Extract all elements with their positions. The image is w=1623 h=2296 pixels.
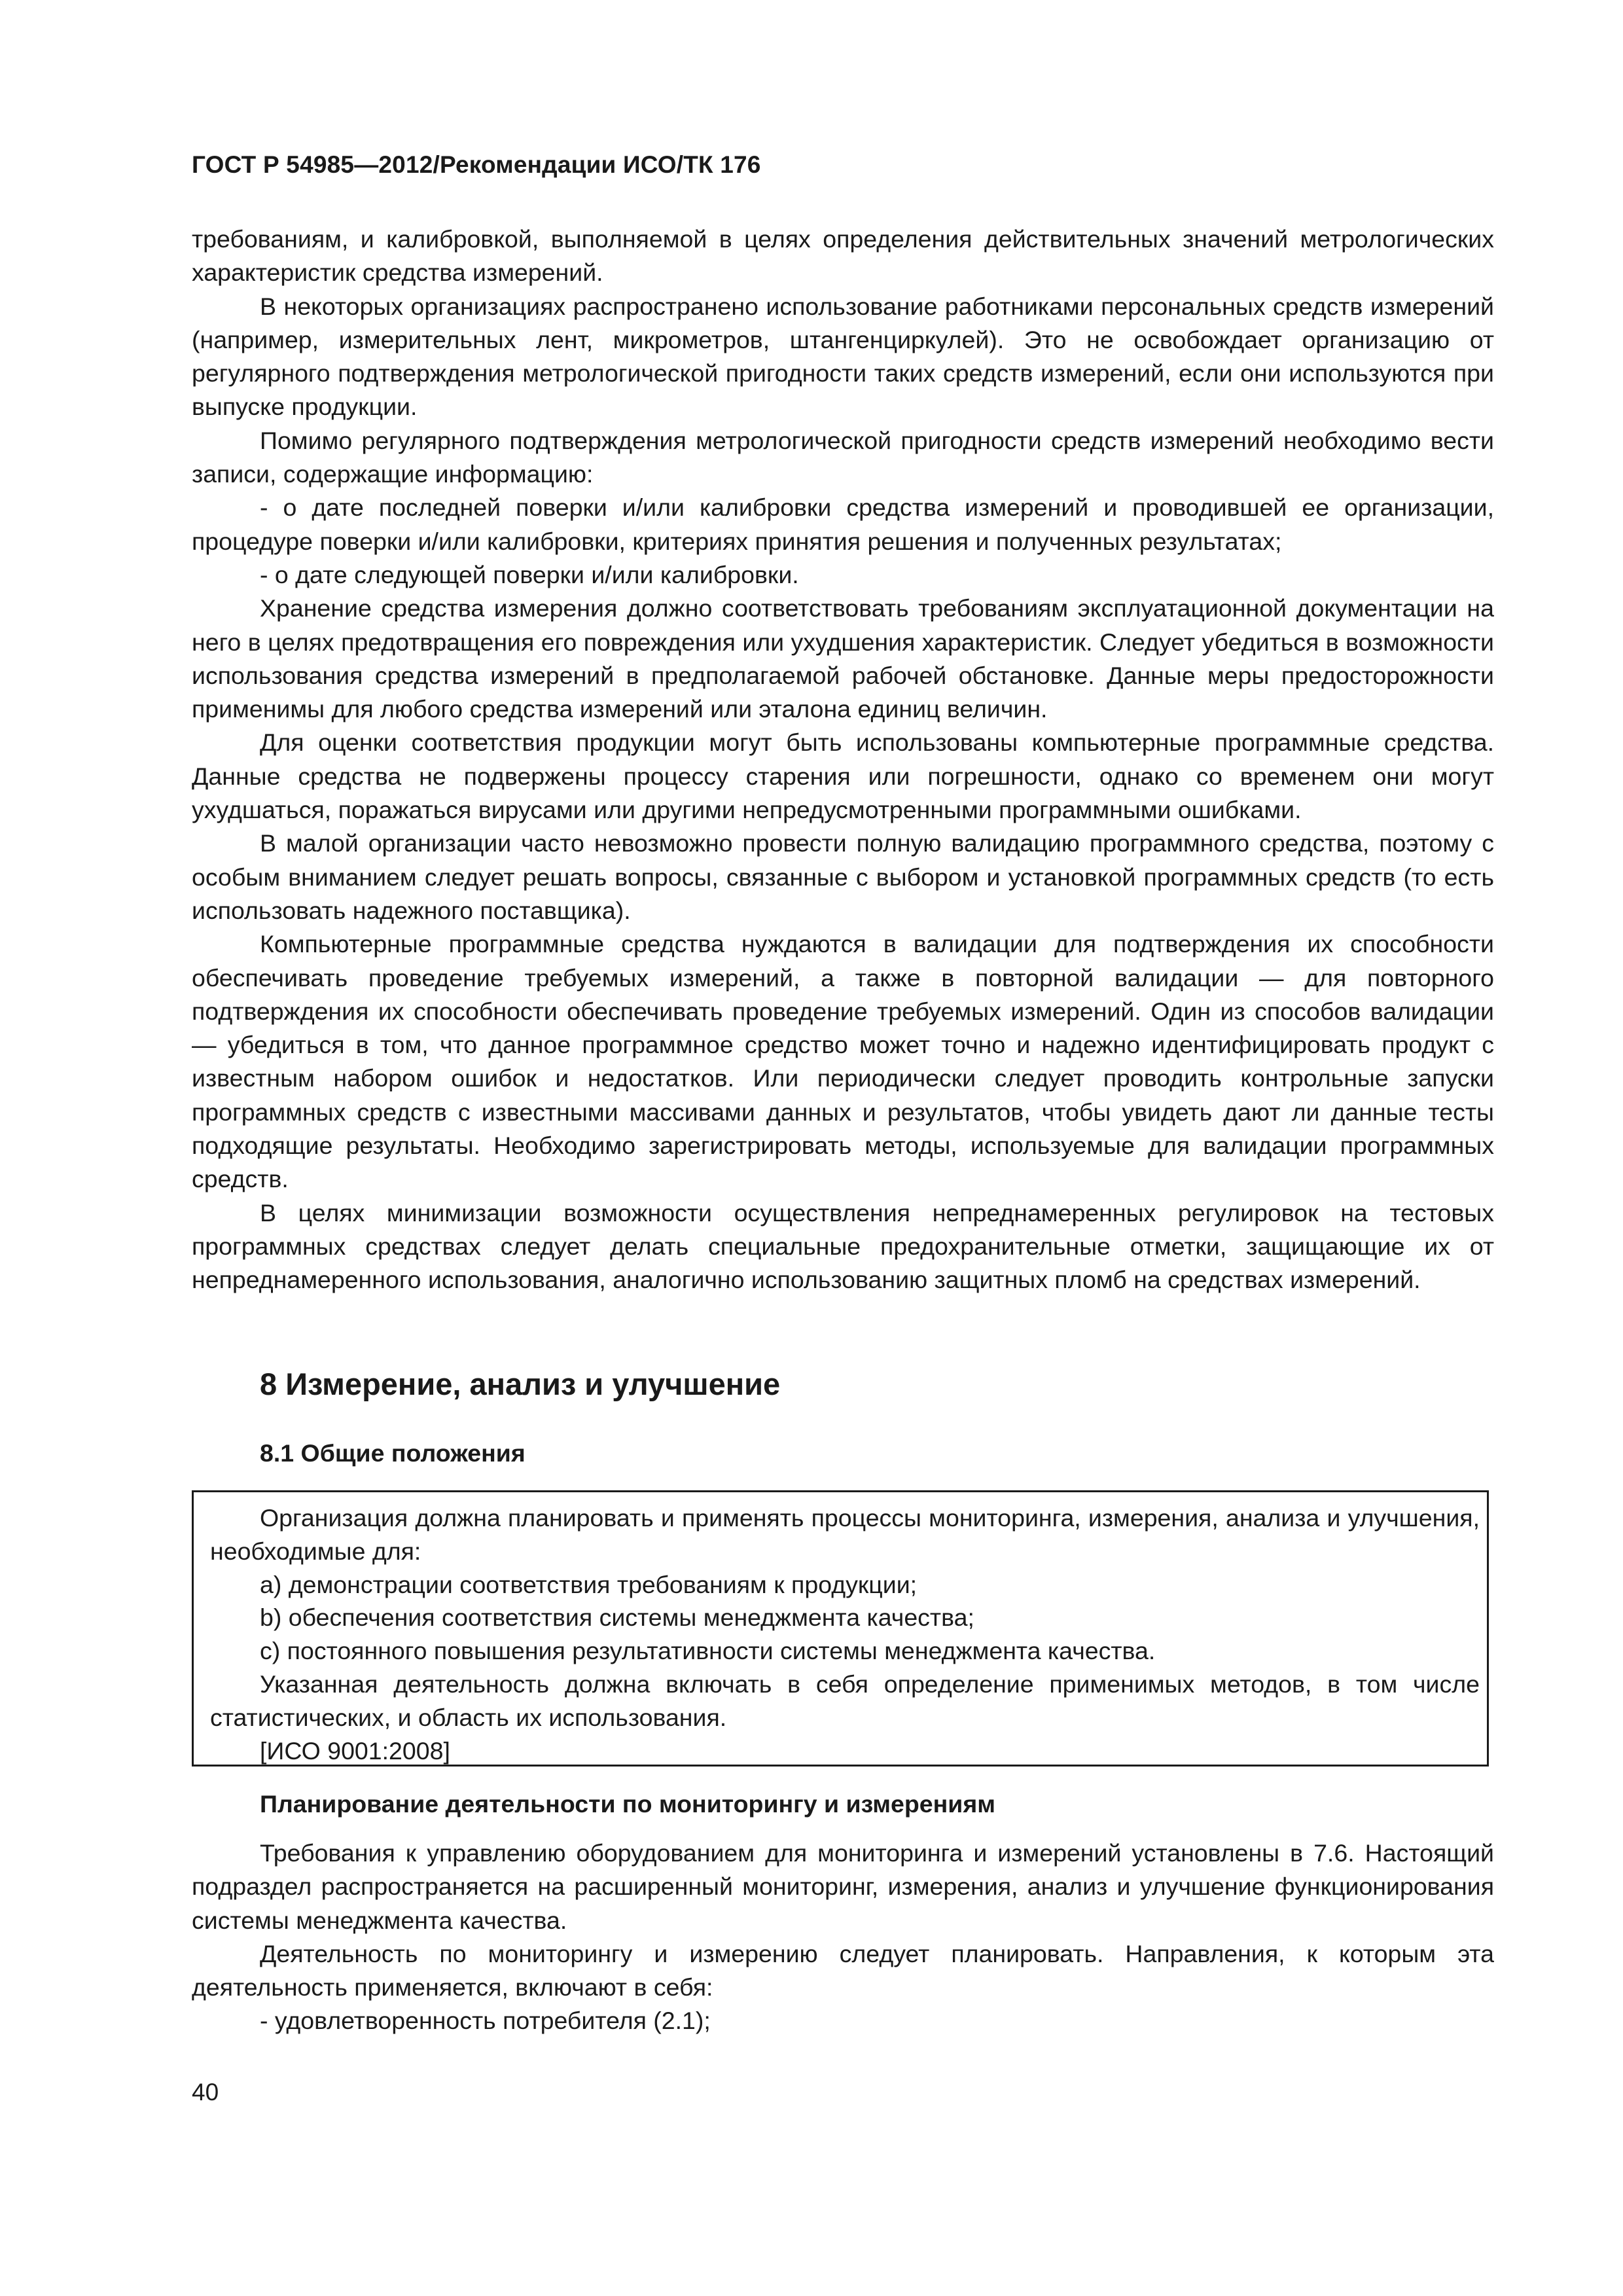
planning-heading: Планирование деятельности по мониторингу и измерениям [260, 1790, 995, 1818]
quote-list-item: b) обеспечения соответствия системы менеджмента качества; [260, 1604, 974, 1632]
list-item: - удовлетворенность потребителя (2.1); [260, 2007, 711, 2035]
paragraph: Для оценки соответствия продукции могут быть использованы компьютерные программные средства. Данные средства не подвержены процессу старения или погрешности, однако со временем они могут ухудшаться, поражаться вирусами или другими непредусмотренными программными ошибками. [192, 728, 1494, 824]
section-title: 8 Измерение, анализ и улучшение [260, 1367, 781, 1401]
list-item: - о дате последней поверки и/или калибровки средства измерений и проводившей ее организации, процедуре поверки и/или калибровки, критериях принятия решения и полученных результатах; [192, 493, 1494, 555]
paragraph: В малой организации часто невозможно провести полную валидацию программного средства, поэтому с особым вниманием следует решать вопросы, связанные с выбором и установкой программных средств (то есть использовать надежного поставщика). [192, 829, 1494, 924]
subsection-title: 8.1 Общие положения [260, 1439, 526, 1467]
paragraph: В целях минимизации возможности осуществления непреднамеренных регулировок на тестовых программных средствах следует делать специальные предохранительные отметки, защищающие их от непреднамеренного использования, аналогично использованию защитных пломб на средствах измерений. [192, 1198, 1494, 1294]
paragraph: Компьютерные программные средства нуждаются в валидации для подтверждения их способности обеспечивать проведение требуемых измерений, а также в повторной валидации — для повторного подтверждения их способности обеспечивать проведение требуемых измерений. Один из способов валидации — убедиться в том, что данное программное средство может точно и надежно идентифицировать продукт с известным набором ошибок и недостатков. Или периодически следует проводить контрольные запуски программных средств с известными массивами данных и результатов, чтобы увидеть дают ли данные тесты подходящие результаты. Необходимо зарегистрировать методы, используемые для валидации программных средств. [192, 930, 1494, 1193]
paragraph: Помимо регулярного подтверждения метрологической пригодности средств измерений необходимо вести записи, содержащие информацию: [192, 426, 1494, 488]
list-item: - о дате следующей поверки и/или калибровки. [260, 560, 799, 588]
page-number: 40 [192, 2079, 219, 2106]
paragraph: требованиям, и калибровкой, выполняемой в целях определения действительных значений метрологических характеристик средства измерений. [192, 225, 1494, 287]
quote-reference: [ИСО 9001:2008] [260, 1736, 450, 1765]
paragraph: Деятельность по мониторингу и измерению следует планировать. Направления, к которым эта деятельность применяется, включают в себя: [192, 1939, 1494, 2001]
paragraph: Хранение средства измерения должно соответствовать требованиям эксплуатационной документации на него в целях предотвращения его повреждения или ухудшения характеристик. Следует убедиться в возможности использования средства измерений в предполагаемой рабочей обстановке. Данные меры предосторожности применимы для любого средства измерений или эталона единиц величин. [192, 594, 1494, 723]
quote-paragraph: Организация должна планировать и применять процессы мониторинга, измерения, анализа и улучшения, необходимые для: [210, 1504, 1480, 1565]
planning-text [192, 1837, 1494, 2038]
body-text [192, 223, 1494, 1297]
document-page [192, 0, 1494, 2296]
iso-quote-text [210, 1501, 1480, 1767]
quote-list-item: a) демонстрации соответствия требованиям к продукции; [260, 1570, 918, 1598]
running-header: ГОСТ Р 54985—2012/Рекомендации ИСО/ТК 176 [192, 151, 761, 178]
quote-list-item: c) постоянного повышения результативности системы менеджмента качества. [260, 1637, 1156, 1665]
quote-paragraph: Указанная деятельность должна включать в себя определение применимых методов, в том числе статистических, и область их использования. [210, 1670, 1480, 1731]
paragraph: Требования к управлению оборудованием для мониторинга и измерений установлены в 7.6. Настоящий подраздел распространяется на расширенный мониторинг, измерения, анализ и улучшение функционирования системы менеджмента качества. [192, 1839, 1494, 1934]
paragraph: В некоторых организациях распространено использование работниками персональных средств измерений (например, измерительных лент, микрометров, штангенциркулей). Это не освобождает организацию от регулярного подтверждения метрологической пригодности таких средств измерений, если они используются при выпуске продукции. [192, 292, 1494, 421]
